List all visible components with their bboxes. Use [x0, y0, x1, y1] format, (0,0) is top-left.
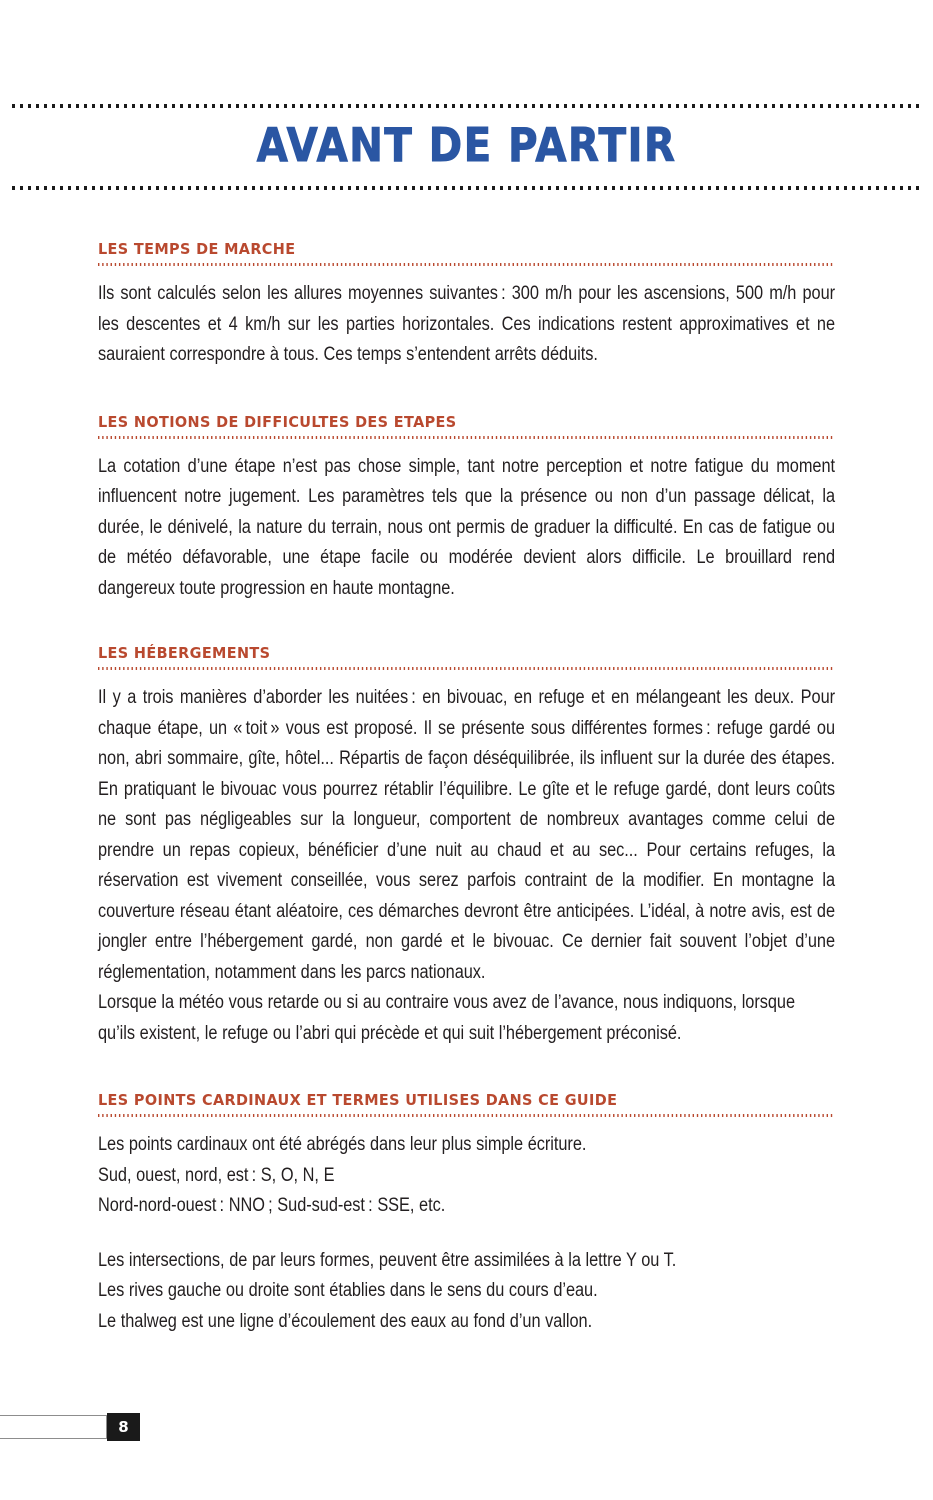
- terms-line: Les rives gauche ou droite sont établies dans le sens du cours d’eau.: [98, 1280, 598, 1301]
- section-les-notions-de-difficultes-des-etapes: [98, 413, 835, 605]
- paragraph-spacer: [98, 1222, 835, 1246]
- cardinal-line: Sud, ouest, nord, est : S, O, N, E: [98, 1164, 335, 1186]
- section-heading-rule: [98, 436, 835, 439]
- content-column: [98, 240, 835, 1337]
- cardinal-line: Les points cardinaux ont été abrégés dans leur plus simple écriture.: [98, 1134, 587, 1155]
- footer-bar: [0, 1415, 107, 1439]
- dotted-rule-bottom: [12, 186, 922, 190]
- dotted-rule-top: [12, 104, 922, 108]
- section-heading: LES POINTS CARDINAUX ET TERMES UTILISES DANS CE GUIDE: [98, 1091, 618, 1109]
- section-les-hebergements: [98, 644, 835, 1049]
- section-heading: LES NOTIONS DE DIFFICULTES DES ETAPES: [98, 412, 457, 431]
- page-number: 8: [107, 1413, 140, 1441]
- section-spacer: [98, 604, 835, 644]
- section-paragraph: Ils sont calculés selon les allures moyennes suivantes : 300 m/h pour les ascensions, 500 m/h pour les descentes et 4 km/h sur les parties horizontales. Ces indications restent approximatives et ne sauraient correspondre à tous. Ces temps s’entendent arrêts déduits.: [98, 283, 836, 365]
- section-heading-rule: [98, 667, 835, 670]
- section-paragraph: Il y a trois manières d’aborder les nuitées : en bivouac, en refuge et en mélangeant les deux. Pour chaque étape, un « toit » vous est proposé. Il se présente sous différentes formes : refuge gardé ou non, abri sommaire, gîte, hôtel... Répartis de façon déséquilibrée, ils influent sur la durée des étapes. En pratiquant le bivouac vous pourrez rétablir l’équilibre. Le gîte et le refuge gardé, dont leurs coûts ne sont pas négligeables sur la longueur, comportent de nombreux avantages comme celui de prendre un repas copieux, bénéficier d’une nuit au chaud et au sec... Pour certains refuges, la réservation est vivement conseillée, vous serez parfois contraint de la modifier. En montagne la couverture réseau étant aléatoire, ces démarches devront être anticipées. L’idéal, à notre avis, est de jongler entre l’hébergement gardé, non gardé et le bivouac. Ce dernier fait souvent l’objet d’une réglementation, notamment dans les parcs nationaux.: [98, 687, 836, 983]
- section-les-temps-de-marche: [98, 240, 835, 371]
- section-spacer: [98, 371, 835, 413]
- section-heading-rule: [98, 1114, 835, 1117]
- page-title: AVANT DE PARTIR: [256, 118, 677, 172]
- terms-line: Le thalweg est une ligne d’écoulement des eaux au fond d’un vallon.: [98, 1310, 593, 1332]
- cardinal-line: Nord-nord-ouest : NNO ; Sud-sud-est : SSE, etc.: [98, 1195, 446, 1216]
- section-heading: LES HÉBERGEMENTS: [98, 644, 271, 662]
- section-heading: LES TEMPS DE MARCHE: [98, 240, 296, 258]
- section-paragraph: Lorsque la météo vous retarde ou si au contraire vous avez de l’avance, nous indiquons, lorsque qu’ils existent, le refuge ou l’abri qui précède et qui suit l’hébergement préconisé.: [98, 992, 796, 1044]
- section-les-points-cardinaux: [98, 1091, 835, 1337]
- section-heading-rule: [98, 263, 835, 266]
- section-paragraph: La cotation d’une étape n’est pas chose simple, tant notre perception et notre fatigue du moment influencent notre jugement. Les paramètres tels que la présence ou non d’un passage délicat, la durée, le dénivelé, la nature du terrain, nous ont permis de graduer la difficulté. En cas de fatigue ou de météo défavorable, une étape facile ou modérée devient alors difficile. Le brouillard rend dangereux toute progression en haute montagne.: [98, 455, 836, 599]
- section-spacer: [98, 1049, 835, 1091]
- terms-line: Les intersections, de par leurs formes, peuvent être assimilées à la lettre Y ou T.: [98, 1249, 677, 1271]
